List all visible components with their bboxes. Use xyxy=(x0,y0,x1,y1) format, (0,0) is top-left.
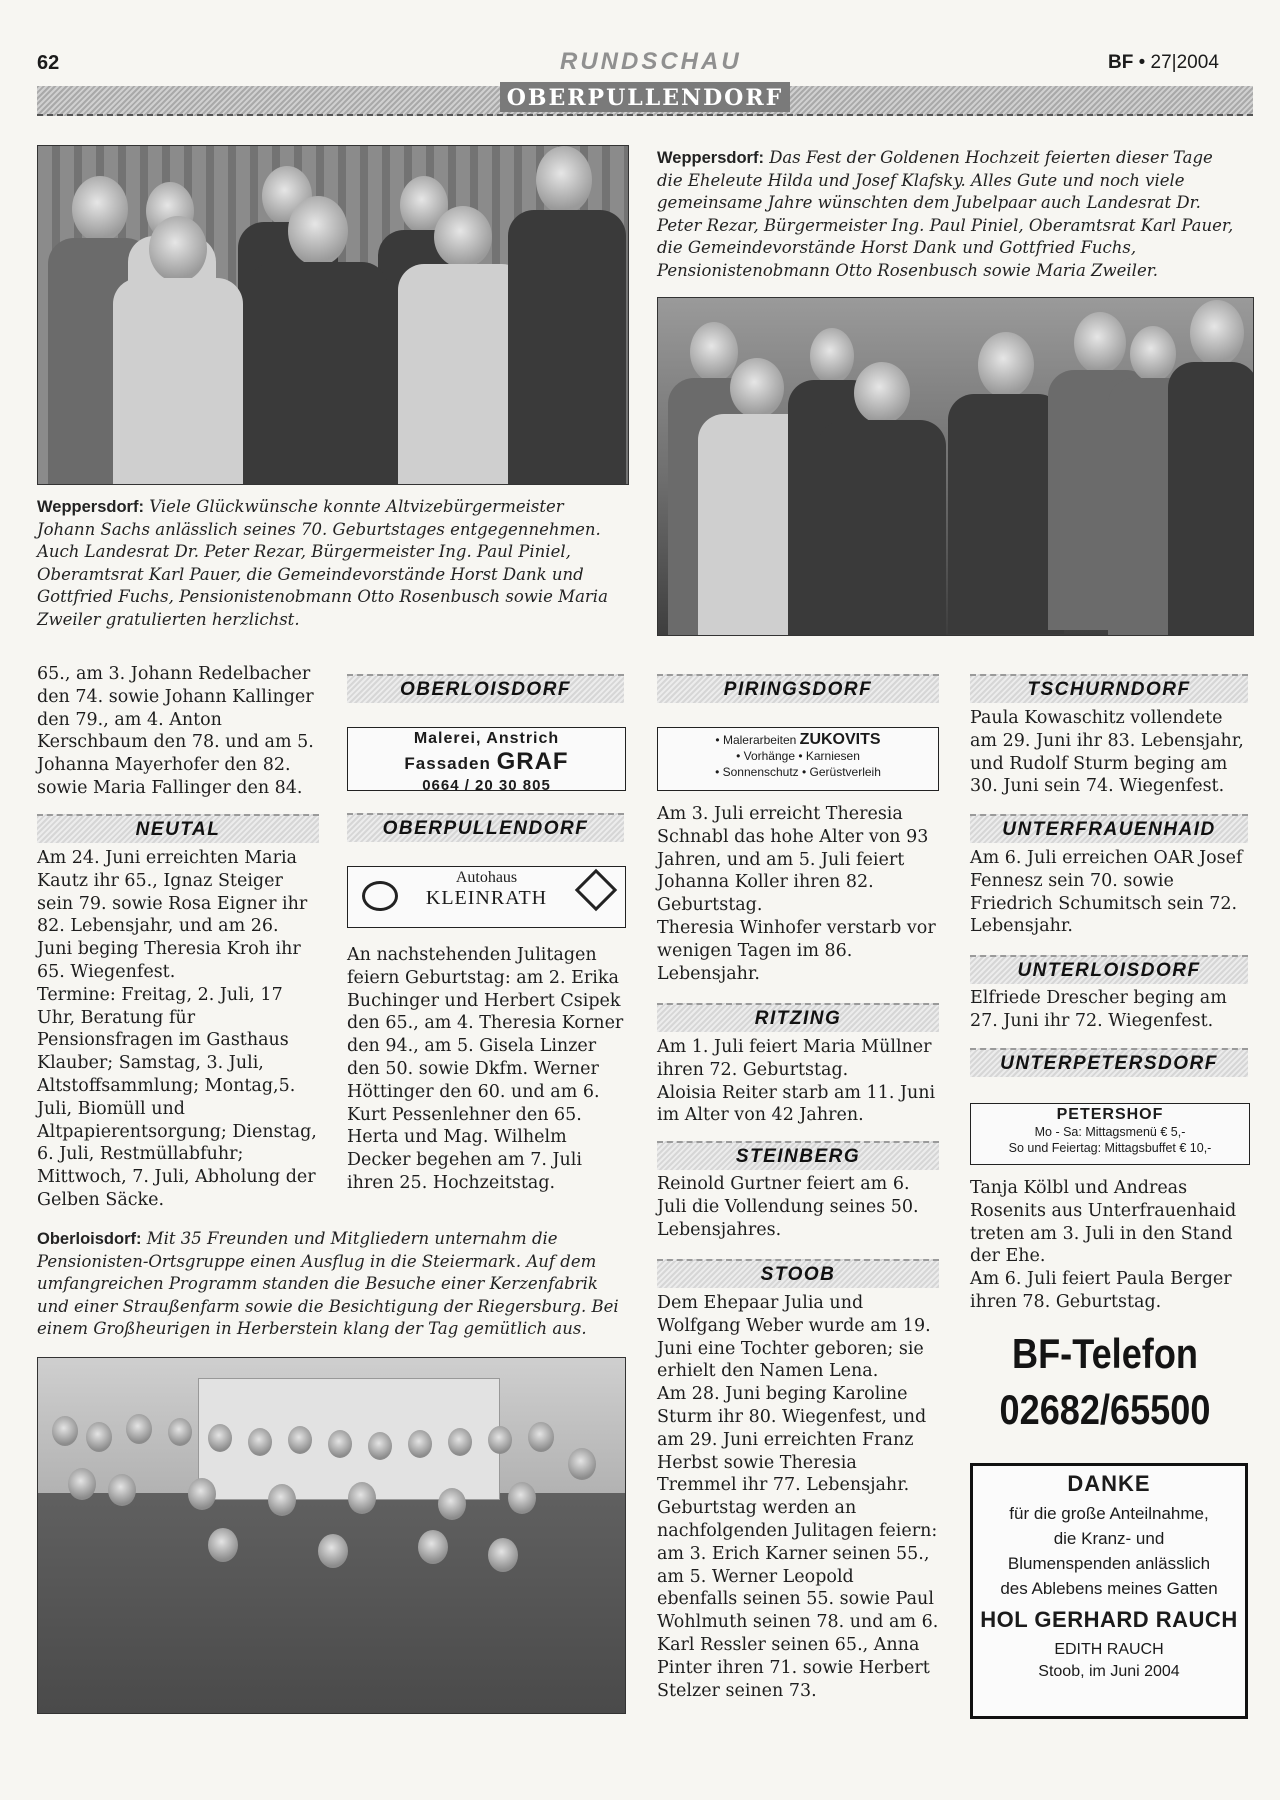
caption-photo-birthday xyxy=(37,496,617,631)
heading-neutal: NEUTAL xyxy=(37,814,319,843)
ad-brand: PETERSHOF xyxy=(1056,1106,1164,1123)
issue-brand: BF xyxy=(1108,52,1134,73)
caption-text: Viele Glückwünsche konnte Altvizebürgermeister Johann Sachs anlässlich seines 70. Geburtstages entgegennehmen. Auch Landesrat Dr. Peter Rezar, Bürgermeister Ing. Paul Piniel, Oberamtsrat Karl Pauer, die Gemeindevorstände Horst Dank und Gottfried Fuchs, Pensionistenobmann Otto Rosenbusch sowie Maria Zweiler gratulierten herzlichst. xyxy=(37,497,608,629)
ad-line: Malerei, Anstrich xyxy=(413,730,560,747)
issue-separator: • xyxy=(1138,52,1146,73)
ritzing-text: Am 1. Juli feiert Maria Müllner ihren 72. Geburtstag. Aloisia Reiter starb am 11. Juni im Alter von 42 Jahren. xyxy=(657,1037,936,1126)
issue-number: 27|2004 xyxy=(1150,52,1219,73)
ad-line xyxy=(348,748,625,776)
notice-line: die Kranz- und xyxy=(1053,1529,1165,1548)
photo-person xyxy=(318,1534,348,1568)
photo-person xyxy=(418,1530,448,1564)
ad-zukovits xyxy=(657,727,939,791)
ad-line: • Sonnenschutz • Gerüstverleih xyxy=(715,765,881,779)
ad-line: • Vorhänge • Karniesen xyxy=(736,749,860,763)
col1-intro-text: 65., am 3. Johann Redelbacher den 74. sowie Johann Kallinger den 79., am 4. Anton Kerschbaum den 78. und am 5. Johanna Mayerhofer den 82. sowie Maria Fallinger den 84. xyxy=(37,664,314,798)
ad-line: Autohaus xyxy=(455,869,518,886)
ad-line: Mo - Sa: Mittagsmenü € 5,- xyxy=(1034,1125,1186,1139)
photo-person xyxy=(208,1528,238,1562)
ad-brand: GRAF xyxy=(496,748,569,775)
photo-person xyxy=(248,1428,272,1456)
page-number: 62 xyxy=(37,52,60,74)
caption-photo-golden-wedding xyxy=(657,147,1237,282)
photo-golden-wedding xyxy=(657,297,1254,636)
heading-unterpetersdorf: UNTERPETERSDORF xyxy=(970,1048,1248,1077)
heading-piringsdorf: PIRINGSDORF xyxy=(657,674,939,703)
ad-text: • Malerarbeiten xyxy=(715,733,800,747)
ad-petershof xyxy=(970,1103,1250,1165)
photo-person xyxy=(126,1414,152,1444)
notice-name: HOL GERHARD RAUCH xyxy=(980,1607,1238,1632)
photo-person xyxy=(108,1474,136,1506)
ad-autohaus-kleinrath xyxy=(347,866,626,928)
notice-line: für die große Anteilnahme, xyxy=(1009,1504,1209,1523)
heading-ritzing: RITZING xyxy=(657,1003,939,1032)
issue-info xyxy=(1108,52,1219,74)
photo-person xyxy=(528,1422,554,1452)
unterloisdorf-text: Elfriede Drescher beging am 27. Juni ihr 72. Wiegenfest. xyxy=(970,988,1227,1031)
heading-oberpullendorf: OBERPULLENDORF xyxy=(347,813,624,842)
piringsdorf-text: Am 3. Juli erreicht Theresia Schnabl das hohe Alter von 93 Jahren, und am 5. Juli feiert Johanna Koller ihren 82. Geburtstag. Theresia Winhofer verstarb vor wenigen Tagen im 86. Lebensjahr. xyxy=(657,804,936,984)
photo-excursion-group xyxy=(37,1357,626,1714)
stoob-text: Dem Ehepaar Julia und Wolfgang Weber wurde am 19. Juni eine Tochter geboren; sie erhielt den Namen Lena. Am 28. Juni beging Karoline Sturm ihr 80. Wiegenfest, und am 29. Juni erreichten Franz Herbst sowie Theresia Tremmel ihr 77. Lebensjahr. Geburtstag werden an nachfolgenden Julitagen feiern: am 3. Erich Karner seinen 55., am 5. Werner Leopold ebenfalls seinen 55. sowie Paul Wohlmuth seinen 78. und am 6. Karl Ressler seinen 65., Anna Pinter ihren 71. sowie Herbert Stelzer seinen 73. xyxy=(657,1293,939,1701)
heading-oberloisdorf: OBERLOISDORF xyxy=(347,674,624,703)
ad-text: Fassaden xyxy=(404,754,497,773)
heading-unterloisdorf: UNTERLOISDORF xyxy=(970,955,1248,984)
photo-person xyxy=(288,1426,312,1454)
photo-person xyxy=(168,1418,192,1446)
unterpetersdorf-text: Tanja Kölbl und Andreas Rosenits aus Unterfrauenhaid treten am 3. Juli in den Stand der Ehe. Am 6. Juli feiert Paula Berger ihren 78. Geburtstag. xyxy=(970,1178,1237,1312)
caption-photo-excursion xyxy=(37,1228,627,1341)
unterfrauenhaid-text: Am 6. Juli erreichen OAR Josef Fennesz sein 70. sowie Friedrich Schumitsch sein 72. Lebensjahr. xyxy=(970,848,1243,937)
notice-line: des Ablebens meines Gatten xyxy=(1000,1579,1218,1598)
runner-title: RUNDSCHAU xyxy=(560,48,742,75)
heading-tschurndorf: TSCHURNDORF xyxy=(970,674,1248,703)
photo-birthday-group xyxy=(37,145,629,485)
photo-person xyxy=(348,1482,376,1514)
heading-unterfrauenhaid: UNTERFRAUENHAID xyxy=(970,814,1248,843)
mazda-logo-icon xyxy=(362,881,398,911)
steinberg-text: Reinold Gurtner feiert am 6. Juli die Vollendung seines 50. Lebensjahres. xyxy=(657,1174,919,1240)
photo-person xyxy=(188,1478,216,1510)
photo-person xyxy=(328,1430,352,1458)
photo-person xyxy=(408,1430,432,1458)
section-title: OBERPULLENDORF xyxy=(500,82,790,112)
neutal-text: Am 24. Juni erreichten Maria Kautz ihr 65., Ignaz Steiger sein 79. sowie Rosa Eigner ihr 82. Lebensjahr, und am 26. Juni beging Theresia Kroh ihr 65. Wiegenfest. Termine: Freitag, 2. Juli, 17 Uhr, Beratung für Pensionsfragen im Gasthaus Klauber; Samstag, 3. Juli, Altstoffsammlung; Montag,5. Juli, Biomüll und Altpapierentsorgung; Dienstag, 6. Juli, Restmüllabfuhr; Mittwoch, 7. Juli, Abholung der Gelben Säcke. xyxy=(37,848,317,1210)
caption-text: Mit 35 Freunden und Mitgliedern unternahm die Pensionisten-Ortsgruppe einen Ausflug in die Steiermark. Auf dem umfangreichen Programm standen die Besuche einer Kerzenfabrik und einer Straußenfarm sowie die Besichtigung der Riegersburg. Bei einem Großheurigen in Herberstein klang der Tag gemütlich aus. xyxy=(37,1229,619,1338)
photo-person xyxy=(488,1538,518,1572)
oberpullendorf-text: An nachstehenden Julitagen feiern Geburtstag: am 2. Erika Buchinger und Herbert Csipek den 65., am 4. Theresia Korner den 94., am 5. Gisela Linzer den 50. sowie Dkfm. Werner Höttinger den 60. und am 6. Kurt Pessenlehner den 65. Herta und Mag. Wilhelm Decker begehen am 7. Juli ihren 25. Hochzeitstag. xyxy=(347,945,624,1193)
photo-person xyxy=(508,1482,536,1514)
notice-title: DANKE xyxy=(1067,1471,1151,1496)
heading-stoob: STOOB xyxy=(657,1259,939,1288)
bf-telefon-number: 02682/65500 xyxy=(999,1386,1211,1433)
ad-line xyxy=(658,732,938,748)
ad-brand: ZUKOVITS xyxy=(799,731,881,748)
photo-person xyxy=(368,1432,392,1460)
caption-text: Das Fest der Goldenen Hochzeit feierten dieser Tage die Eheleute Hilda und Josef Klafsky. Alles Gute und noch viele gemeinsame Jahre wünschten dem Jubelpaar auch Landesrat Dr. Peter Rezar, Bürgermeister Ing. Paul Piniel, Oberamtsrat Karl Pauer, die Gemeindevorstände Horst Dank und Gottfried Fuchs, Pensionistenobmann Otto Rosenbusch sowie Maria Zweiler. xyxy=(657,148,1234,280)
photo-person xyxy=(488,1426,512,1454)
ad-malerei-graf xyxy=(347,727,626,794)
caption-place: Weppersdorf: xyxy=(657,149,764,167)
caption-place: Weppersdorf: xyxy=(37,498,144,516)
thank-you-notice xyxy=(970,1463,1248,1719)
photo-person xyxy=(568,1448,596,1480)
bf-telefon-title: BF-Telefon xyxy=(1012,1330,1198,1377)
photo-person xyxy=(86,1422,112,1452)
tschurndorf-text: Paula Kowaschitz vollendete am 29. Juni ihr 83. Lebensjahr, und Rudolf Sturm beging am 30. Juni sein 74. Wiegenfest. xyxy=(970,708,1244,797)
bf-telefon-box xyxy=(955,1330,1255,1434)
notice-signature: EDITH RAUCH xyxy=(1054,1641,1164,1658)
notice-signature: Stoob, im Juni 2004 xyxy=(1038,1663,1180,1680)
heading-steinberg: STEINBERG xyxy=(657,1141,939,1170)
ad-line: So und Feiertag: Mittagsbuffet € 10,- xyxy=(1008,1141,1212,1155)
photo-person xyxy=(268,1484,296,1516)
photo-person xyxy=(68,1468,96,1500)
photo-person xyxy=(448,1428,472,1456)
photo-person xyxy=(52,1416,78,1446)
notice-line: Blumenspenden anlässlich xyxy=(1007,1554,1211,1573)
caption-place: Oberloisdorf: xyxy=(37,1230,142,1248)
ad-phone: 0664 / 20 30 805 xyxy=(422,777,551,794)
photo-person xyxy=(438,1488,466,1520)
photo-person xyxy=(208,1424,232,1452)
ad-brand: KLEINRATH xyxy=(425,887,548,909)
